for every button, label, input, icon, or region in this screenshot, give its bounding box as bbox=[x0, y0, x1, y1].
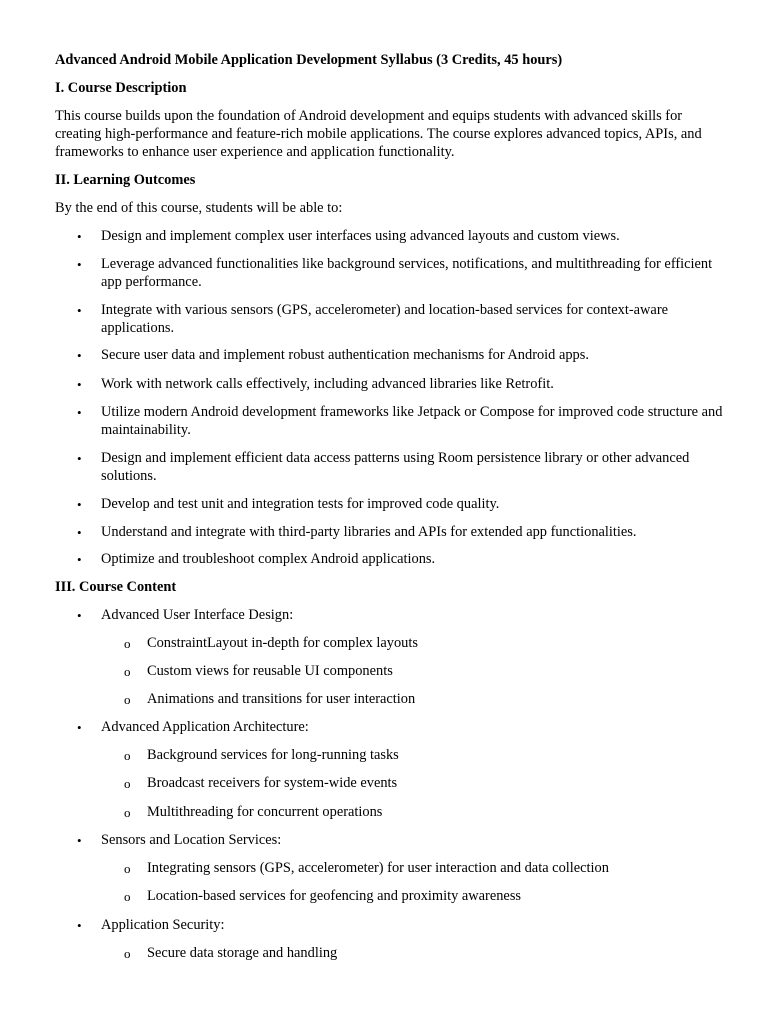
sub-bullet-icon: o bbox=[124, 776, 131, 791]
bullet-icon: • bbox=[77, 608, 82, 623]
bullet-icon: • bbox=[77, 377, 82, 392]
content-subtopic: Animations and transitions for user interaction bbox=[147, 691, 416, 707]
content-topic: Advanced Application Architecture: bbox=[101, 719, 309, 735]
outcomes-intro: By the end of this course, students will be able to: bbox=[55, 200, 343, 216]
course-description-text: This course builds upon the foundation of Android development and equips students with advanced skills for creating high-performance and feature-rich mobile applications. The course explores advanced topics, APIs, and frameworks to enhance user experience and application functionality. bbox=[55, 108, 702, 160]
section-heading-outcomes: II. Learning Outcomes bbox=[55, 172, 196, 188]
content-topic: Sensors and Location Services: bbox=[101, 832, 282, 848]
section-heading-description: I. Course Description bbox=[55, 80, 187, 96]
sub-bullet-icon: o bbox=[124, 946, 131, 961]
document-title: Advanced Android Mobile Application Development Syllabus (3 Credits, 45 hours) bbox=[55, 52, 563, 68]
content-subtopic: Custom views for reusable UI components bbox=[147, 663, 393, 679]
bullet-icon: • bbox=[77, 348, 82, 363]
bullet-icon: • bbox=[77, 552, 82, 567]
sub-bullet-icon: o bbox=[124, 861, 131, 876]
bullet-icon: • bbox=[77, 497, 82, 512]
content-topic: Advanced User Interface Design: bbox=[101, 607, 294, 623]
content-subtopic: Location-based services for geofencing and proximity awareness bbox=[147, 888, 522, 904]
outcome-item: Design and implement complex user interfaces using advanced layouts and custom views. bbox=[101, 228, 620, 244]
content-subtopic: Multithreading for concurrent operations bbox=[147, 804, 383, 820]
bullet-icon: • bbox=[77, 303, 82, 318]
bullet-icon: • bbox=[77, 720, 82, 735]
bullet-icon: • bbox=[77, 451, 82, 466]
outcome-item: Utilize modern Android development frameworks like Jetpack or Compose for improved code structure and maintainability. bbox=[101, 404, 723, 438]
outcome-item: Leverage advanced functionalities like background services, notifications, and multithreading for efficient app performance. bbox=[101, 256, 713, 290]
sub-bullet-icon: o bbox=[124, 748, 131, 763]
outcome-item: Integrate with various sensors (GPS, accelerometer) and location-based services for context-aware applications. bbox=[101, 302, 669, 336]
outcome-item: Optimize and troubleshoot complex Android applications. bbox=[101, 551, 436, 567]
bullet-icon: • bbox=[77, 405, 82, 420]
sub-bullet-icon: o bbox=[124, 664, 131, 679]
content-subtopic: ConstraintLayout in-depth for complex layouts bbox=[147, 635, 418, 651]
outcome-item: Understand and integrate with third-party libraries and APIs for extended app functionalities. bbox=[101, 524, 637, 540]
outcome-item: Design and implement efficient data access patterns using Room persistence library or other advanced solutions. bbox=[101, 450, 690, 484]
sub-bullet-icon: o bbox=[124, 805, 131, 820]
sub-bullet-icon: o bbox=[124, 692, 131, 707]
content-subtopic: Secure data storage and handling bbox=[147, 945, 338, 961]
bullet-icon: • bbox=[77, 918, 82, 933]
section-heading-content: III. Course Content bbox=[55, 579, 177, 595]
sub-bullet-icon: o bbox=[124, 636, 131, 651]
outcome-item: Work with network calls effectively, including advanced libraries like Retrofit. bbox=[101, 376, 554, 392]
content-topic: Application Security: bbox=[101, 917, 225, 933]
outcome-item: Secure user data and implement robust authentication mechanisms for Android apps. bbox=[101, 347, 589, 363]
sub-bullet-icon: o bbox=[124, 889, 131, 904]
outcome-item: Develop and test unit and integration tests for improved code quality. bbox=[101, 496, 500, 512]
bullet-icon: • bbox=[77, 257, 82, 272]
content-subtopic: Integrating sensors (GPS, accelerometer) for user interaction and data collection bbox=[147, 860, 609, 876]
content-subtopic: Background services for long-running tasks bbox=[147, 747, 399, 763]
content-subtopic: Broadcast receivers for system-wide events bbox=[147, 775, 398, 791]
bullet-icon: • bbox=[77, 833, 82, 848]
bullet-icon: • bbox=[77, 229, 82, 244]
bullet-icon: • bbox=[77, 525, 82, 540]
